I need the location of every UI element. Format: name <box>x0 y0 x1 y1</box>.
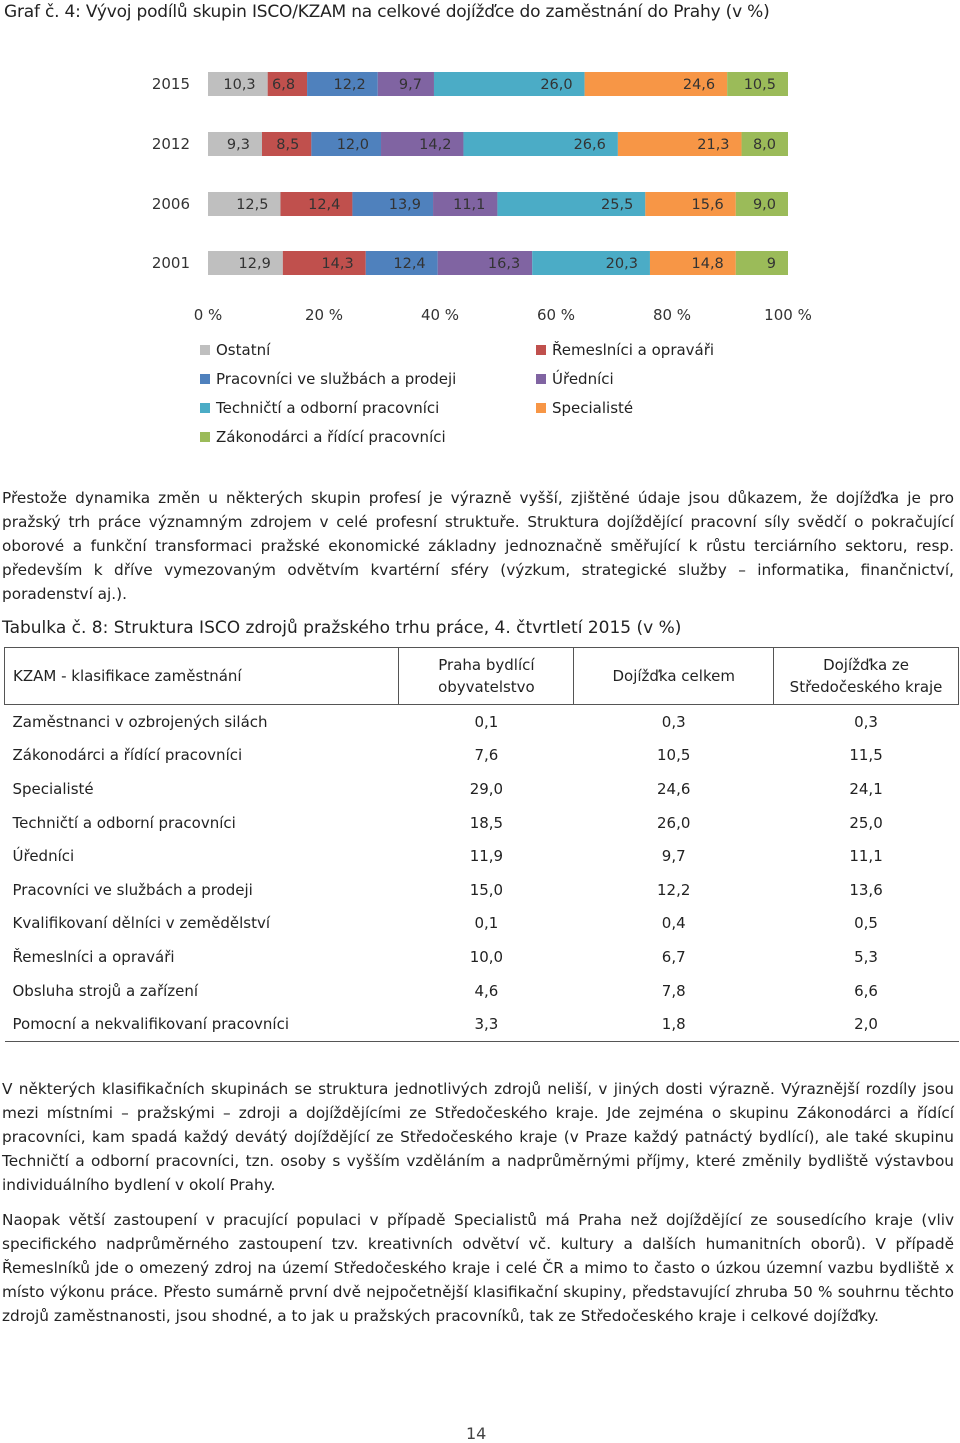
table-row <box>5 940 959 974</box>
legend-swatch <box>200 345 210 355</box>
legend-swatch <box>536 403 546 413</box>
data-label: 12,4 <box>393 256 426 272</box>
legend-swatch <box>200 374 210 384</box>
legend-item <box>200 370 456 388</box>
data-label: 24,6 <box>682 77 716 93</box>
stacked-bar-chart <box>0 0 960 460</box>
legend-item <box>200 341 270 359</box>
data-label: 16,3 <box>487 256 521 272</box>
data-label: 9,0 <box>752 197 776 213</box>
row-value: 0,5 <box>854 914 878 933</box>
data-label: 11,1 <box>453 197 486 213</box>
x-tick-label: 80 % <box>652 306 692 324</box>
data-label: 6,8 <box>272 77 296 93</box>
x-tick-label: 60 % <box>536 306 576 324</box>
row-value: 3,3 <box>399 1007 574 1041</box>
row-value: 15,0 <box>469 880 504 899</box>
legend-swatch <box>536 345 546 355</box>
legend-label: Specialisté <box>552 399 634 417</box>
row-value: 12,2 <box>657 880 691 899</box>
row-label: Pomocní a nekvalifikovaní pracovníci <box>5 1007 399 1041</box>
data-label: 8,5 <box>276 137 300 153</box>
legend-item <box>200 428 446 446</box>
x-tick-label: 20 % <box>304 306 344 324</box>
x-tick-label: 40 % <box>420 306 460 324</box>
row-label: Obsluha strojů a zařízení <box>12 981 199 1000</box>
row-value: 2,0 <box>774 1007 959 1041</box>
table-row <box>5 739 959 773</box>
row-value: 6,7 <box>661 947 686 966</box>
table-row <box>5 772 959 806</box>
data-label: 25,5 <box>601 197 634 213</box>
header-praha: Praha bydlící obyvatelstvo <box>399 648 574 705</box>
legend-label: Techničtí a odborní pracovníci <box>216 399 440 417</box>
data-label: 21,3 <box>697 137 730 153</box>
row-label: Techničtí a odborní pracovníci <box>12 813 236 832</box>
row-label: Zákonodárci a řídící pracovníci <box>12 746 243 765</box>
header-kzam: KZAM - klasifikace zaměstnání <box>5 648 399 705</box>
data-label: 9,7 <box>398 77 422 93</box>
table-row <box>5 974 959 1008</box>
row-value: 7,6 <box>474 746 499 765</box>
data-label: 14,8 <box>691 256 724 272</box>
data-label: 12,0 <box>336 137 370 153</box>
row-label: Kvalifikovaní dělníci v zemědělství <box>12 914 271 933</box>
table-title: Tabulka č. 8: Struktura ISCO zdrojů pražského trhu práce, 4. čtvrtletí 2015 (v %) <box>2 618 682 638</box>
row-value: 4,6 <box>474 981 499 1000</box>
data-label: 12,2 <box>333 77 366 93</box>
data-label: 12,9 <box>238 256 271 272</box>
row-value: 1,8 <box>574 1007 774 1041</box>
table-row <box>5 1007 959 1041</box>
legend-swatch <box>200 432 210 442</box>
data-label: 12,5 <box>236 197 269 213</box>
row-value: 5,3 <box>854 947 878 966</box>
row-value: 26,0 <box>657 813 691 832</box>
legend-label: Úředníci <box>552 370 614 388</box>
legend-label: Řemeslníci a opraváři <box>552 341 715 359</box>
row-value: 11,1 <box>849 847 883 866</box>
data-label: 14,2 <box>419 137 452 153</box>
legend-label: Pracovníci ve službách a prodeji <box>216 370 457 388</box>
table-row <box>5 873 959 907</box>
header-dojizdka-celkem: Dojížďka celkem <box>574 648 774 705</box>
category-label: 2012 <box>151 135 190 153</box>
category-label: 2006 <box>151 195 190 213</box>
legend-label: Ostatní <box>216 341 271 359</box>
row-value: 11,9 <box>469 847 504 866</box>
isco-table <box>4 647 959 1042</box>
data-label: 26,0 <box>540 77 573 93</box>
data-label: 20,3 <box>605 256 638 272</box>
legend-item <box>536 370 614 388</box>
row-value: 11,5 <box>849 746 883 765</box>
table-row <box>5 705 959 739</box>
row-label: Úředníci <box>12 847 75 866</box>
row-value: 10,5 <box>657 746 691 765</box>
row-value: 29,0 <box>469 779 504 798</box>
x-tick-label: 0 % <box>193 306 223 324</box>
data-label: 8,0 <box>752 137 776 153</box>
data-label: 13,9 <box>388 197 422 213</box>
row-value: 24,1 <box>849 779 883 798</box>
row-label: Specialisté <box>12 779 94 798</box>
row-value: 9,7 <box>661 847 686 866</box>
row-label: Zaměstnanci v ozbrojených silách <box>12 712 268 731</box>
paragraph-1: Přestože dynamika změn u některých skupin profesí je výrazně vyšší, zjištěné údaje jsou důkazem, že dojížďka je pro pražský trh práce významným zdrojem v celé profesní struktuře. Struktura dojíždějící pracovní síly svědčí o pokračující oborové a funkční transformaci pražské ekonomické základny jednoznačně směřující k růstu terciárního sektoru, resp. především k dříve vymezovaným odvětvím kvartérní sféry (výzkum, strategické služby – informatika, finančnictví, poradenství aj.). <box>2 489 954 603</box>
row-value: 10,0 <box>469 947 504 966</box>
row-value: 18,5 <box>469 813 504 832</box>
data-label: 14,3 <box>321 256 354 272</box>
row-value: 24,6 <box>657 779 691 798</box>
legend-item <box>200 399 439 417</box>
x-tick-label: 100 % <box>764 306 812 324</box>
legend-item <box>536 341 714 359</box>
paragraph-3: Naopak větší zastoupení v pracující populaci v případě Specialistů má Praha než dojíždějící ze sousedícího kraje (vliv specifického nadprůměrného zastoupení tzv. kreativních odvětví vč. kultury a dalších humanitních oborů). V případě Řemeslníků jde o omezený zdroj na území Středočeského kraje i celé ČR a mimo to často o úzkou územní vazbu bydliště x místo výkonu práce. Přesto sumárně první dvě nejpočetnější klasifikační skupiny, představující zhruba 50 % souhrnu těchto zdrojů zaměstnanosti, jsou shodné, a to jak u pražských pracovníků, tak ze Středočeského kraje i celkové dojížďky. <box>2 1211 954 1325</box>
header-dojizdka-stredocesky: Dojížďka ze Středočeského kraje <box>774 648 959 705</box>
paragraph-2: V některých klasifikačních skupinách se struktura jednotlivých zdrojů neliší, v jiných dosti výrazně. Výraznější rozdíly jsou mezi místními – pražskými – zdroji a dojíždějícími ze Středočeského kraje. Jde zejména o skupinu Zákonodárci a řídící pracovníci, kam spadá každý devátý dojíždějící ze Středočeského kraje (v Praze každý patnáctý bydlící), ale také skupinu Techničtí a odborní pracovníci, tzn. osoby s vyšším vzděláním a nadprůměrnými příjmy, které změnily bydliště výstavbou individuálního bydlení v okolí Prahy. <box>2 1080 954 1194</box>
row-label: Řemeslníci a opraváři <box>12 947 175 966</box>
legend-label: Zákonodárci a řídící pracovníci <box>216 428 446 446</box>
table-header-row <box>5 648 959 705</box>
row-value: 6,6 <box>854 981 878 1000</box>
row-label: Pracovníci ve službách a prodeji <box>12 880 253 899</box>
table-row <box>5 806 959 840</box>
bar-segment <box>736 251 788 275</box>
row-value: 0,1 <box>474 712 499 731</box>
data-label: 9 <box>766 256 776 272</box>
row-value: 0,3 <box>854 712 878 731</box>
chart-caption: Graf č. 4: Vývoj podílů skupin ISCO/KZAM na celkové dojížďce do zaměstnání do Prahy (v %) <box>4 2 770 22</box>
table-row <box>5 907 959 941</box>
legend-swatch <box>536 374 546 384</box>
row-value: 13,6 <box>849 880 883 899</box>
data-label: 10,3 <box>223 77 256 93</box>
row-value: 25,0 <box>849 813 883 832</box>
row-value: 0,1 <box>474 914 499 933</box>
data-label: 26,6 <box>573 137 606 153</box>
category-label: 2015 <box>151 75 190 93</box>
table-row <box>5 839 959 873</box>
row-value: 0,4 <box>661 914 686 933</box>
legend-swatch <box>200 403 210 413</box>
data-label: 12,4 <box>308 197 341 213</box>
data-label: 15,6 <box>691 197 724 213</box>
row-value: 7,8 <box>661 981 686 1000</box>
row-value: 0,3 <box>661 712 686 731</box>
category-label: 2001 <box>151 254 190 272</box>
data-label: 10,5 <box>743 77 776 93</box>
legend-item <box>536 399 633 417</box>
page-number: 14 <box>466 1424 487 1443</box>
data-label: 9,3 <box>226 137 250 153</box>
